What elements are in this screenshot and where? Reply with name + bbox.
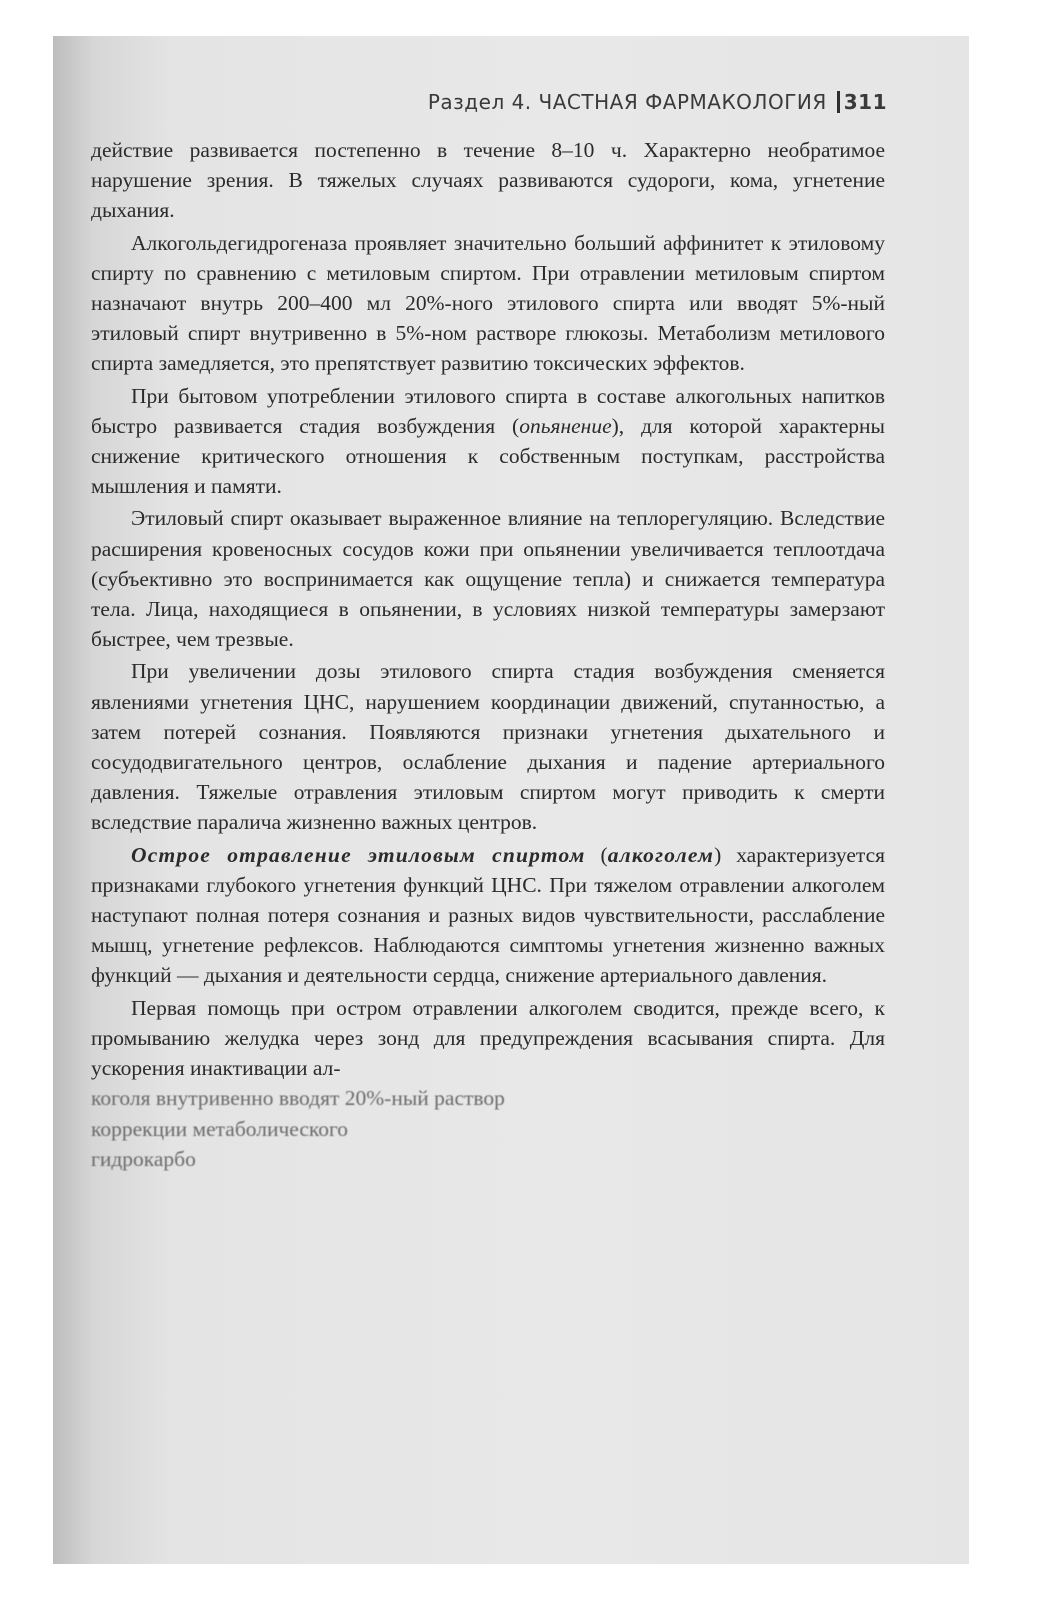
paragraph-3-part-b: ), для которой характерны снижение критического отношения к собственным поступкам, расстройства мышления и памяти.	[91, 413, 885, 499]
paragraph-6-rest: ) характеризуется признаками глубокого угнетения функций ЦНС. При тяжелом отравлении алкоголем наступают полная потеря сознания и разных видов чувствительности, расслабление мышц, угнетение рефлексов. Наблюдаются симптомы угнетения жизненно важных функций — дыхания и деятельности сердца, снижение артериального давления.	[91, 842, 886, 988]
paragraph-3	[91, 381, 885, 502]
book-page-scan	[53, 36, 969, 1564]
header-divider	[837, 91, 840, 113]
section-title: Раздел 4. ЧАСТНАЯ ФАРМАКОЛОГИЯ	[427, 90, 827, 114]
term-intoxication: опьянение	[519, 413, 612, 438]
body-text	[91, 135, 885, 1174]
paragraph-2: Алкогольдегидрогеназа проявляет значительно больший аффинитет к этиловому спирту по сравнению с метиловым спиртом. При отравлении метиловым спиртом назначают внутрь 200–400 мл 20%-ного этилового спирта или вводят 5%-ный этиловый спирт внутривенно в 5%-ном растворе глюкозы. Метаболизм метилового спирта замедляется, это препятствует развитию токсических эффектов.	[91, 230, 885, 376]
paragraph-6	[91, 840, 885, 991]
heading-acute-poisoning: Острое отравление этиловым спиртом	[131, 842, 586, 867]
paragraph-7-main: Первая помощь при остром отравлении алкоголем сводится, прежде всего, к промыванию желудка через зонд для предупреждения всасывания спирта. Для ускорения инактивации ал-	[91, 995, 885, 1081]
paragraph-7-faded-line-1: коголя внутривенно вводят 20%-ный раствор	[91, 1086, 505, 1111]
paragraph-3-part-a: При бытовом употреблении этилового спирта в составе алкогольных напитков быстро развивается стадия возбуждения (	[91, 383, 885, 438]
paragraph-7-faded-line-2: коррекции метаболического	[91, 1116, 349, 1141]
term-alcohol: алкоголем	[607, 842, 715, 867]
paragraph-7-faded-line-3: гидрокарбо	[91, 1146, 196, 1171]
running-header	[428, 90, 887, 114]
paragraph-6-paren: (	[585, 842, 608, 867]
paragraph-1: действие развивается постепенно в течение 8–10 ч. Характерно необратимое нарушение зрения. В тяжелых случаях развиваются судороги, кома, угнетение дыхания.	[91, 138, 885, 223]
page-number: 311	[843, 90, 887, 114]
paragraph-4: Этиловый спирт оказывает выраженное влияние на теплорегуляцию. Вследствие расширения кровеносных сосудов кожи при опьянении увеличивается теплоотдача (субъективно это воспринимается как ощущение тепла) и снижается температура тела. Лица, находящиеся в опьянении, в условиях низкой температуры замерзают быстрее, чем трезвые.	[91, 506, 885, 652]
paragraph-7	[91, 993, 885, 1174]
paragraph-5: При увеличении дозы этилового спирта стадия возбуждения сменяется явлениями угнетения ЦНС, нарушением координации движений, спутанностью, а затем потерей сознания. Появляются признаки угнетения дыхательного и сосудодвигательного центров, ослабление дыхания и падение артериального давления. Тяжелые отравления этиловым спиртом могут приводить к смерти вследствие паралича жизненно важных центров.	[91, 659, 885, 835]
